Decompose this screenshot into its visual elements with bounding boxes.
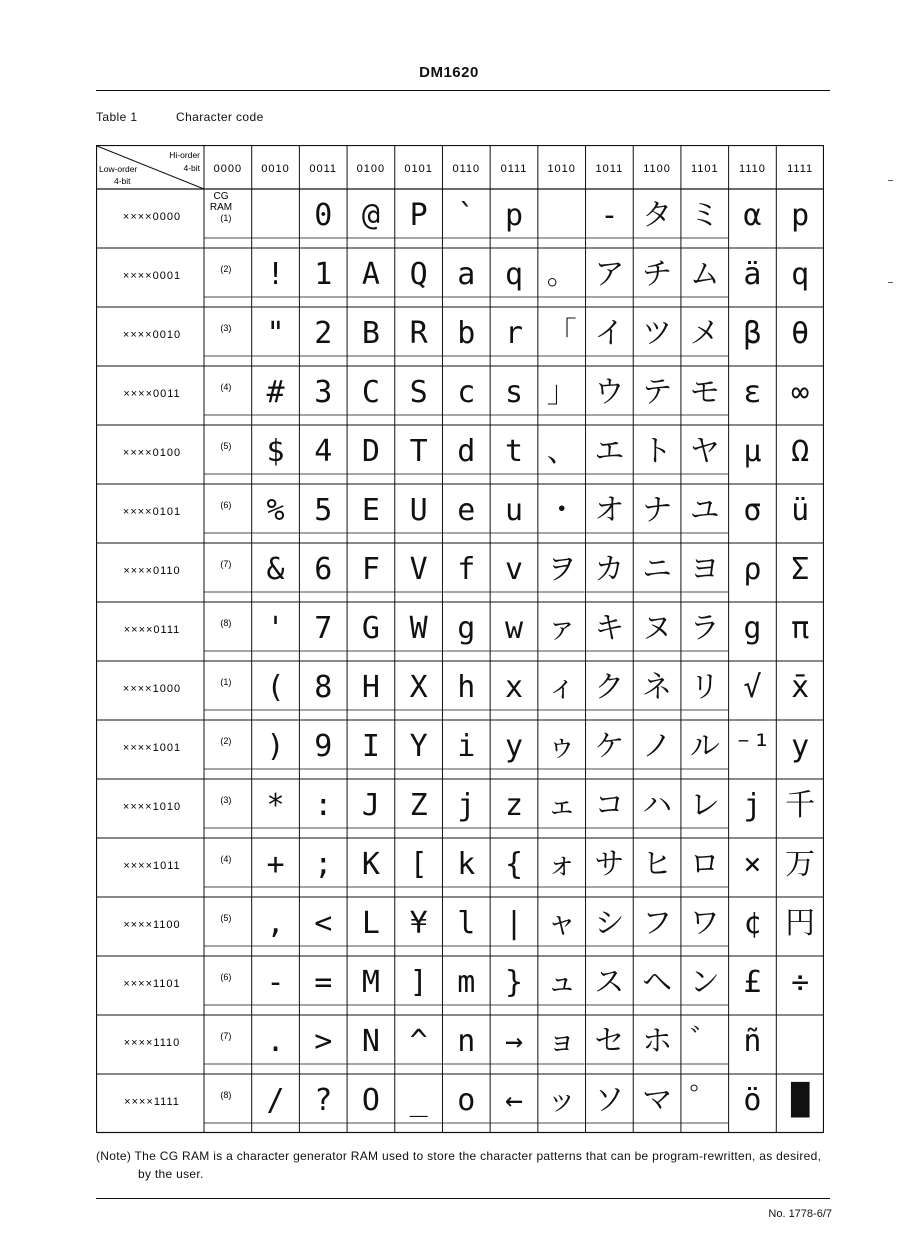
glyph-cell: ォ	[546, 847, 577, 882]
glyph-cell: S	[409, 375, 428, 410]
glyph-cell: *	[266, 788, 285, 823]
row-header: ××××0000	[122, 211, 182, 223]
glyph-cell: ρ	[743, 552, 762, 587]
cgram-header-line2: RAM	[209, 202, 233, 213]
cgram-label: (5)	[220, 913, 232, 923]
glyph-cell: 6	[314, 552, 333, 587]
glyph-cell: 1	[314, 257, 333, 292]
glyph-cell: ナ	[642, 493, 673, 528]
glyph-cell: y	[791, 729, 810, 764]
column-header: 1110	[739, 163, 766, 175]
glyph-cell: ヨ	[689, 552, 720, 587]
glyph-cell: σ	[743, 493, 762, 528]
glyph-cell: テ	[642, 375, 673, 410]
glyph-cell: ム	[689, 257, 720, 292]
glyph-cell: 2	[314, 316, 333, 351]
glyph-cell: %	[266, 493, 285, 528]
glyph-cell: x	[504, 670, 524, 705]
glyph-cells	[267, 198, 816, 1118]
column-header: 1111	[787, 163, 814, 175]
glyph-cell: (	[266, 670, 285, 705]
row-header: ××××1001	[122, 742, 182, 754]
column-header: 0011	[309, 163, 338, 175]
glyph-cell: 8	[314, 670, 333, 705]
glyph-cell: O	[361, 1083, 380, 1118]
glyph-cell: ∞	[791, 375, 810, 410]
glyph-cell: e	[457, 493, 476, 528]
glyph-cell: z	[504, 788, 524, 823]
cgram-label: (8)	[220, 618, 232, 628]
glyph-cell: コ	[594, 788, 625, 823]
glyph-cell: レ	[689, 788, 720, 823]
cgram-header-line1: CG	[213, 191, 229, 202]
glyph-cell: Y	[409, 729, 428, 764]
cgram-label: (4)	[220, 382, 232, 392]
glyph-cell: :	[314, 788, 333, 823]
column-header: 1100	[643, 163, 671, 175]
glyph-cell: ¥	[409, 906, 428, 941]
glyph-cell: g	[743, 611, 762, 646]
glyph-cell: メ	[689, 316, 720, 351]
row-header: ××××1111	[124, 1096, 180, 1108]
glyph-cell: モ	[689, 375, 720, 410]
glyph-cell: 7	[314, 611, 333, 646]
glyph-cell: [	[409, 847, 428, 882]
glyph-cell: カ	[594, 552, 625, 587]
glyph-cell: フ	[642, 906, 673, 941]
glyph-cell: g	[457, 611, 476, 646]
glyph-cell: ハ	[642, 788, 673, 823]
glyph-cell: A	[361, 257, 380, 292]
cgram-label: (7)	[220, 1031, 232, 1041]
column-header: 1010	[547, 163, 576, 175]
glyph-cell: £	[743, 965, 762, 1000]
header-corner	[97, 146, 204, 189]
glyph-cell: 3	[314, 375, 333, 410]
cgram-label: (8)	[220, 1090, 232, 1100]
table-caption	[96, 110, 264, 124]
glyph-cell: オ	[594, 493, 625, 528]
glyph-cell: ;	[314, 847, 333, 882]
glyph-cell: ク	[594, 670, 625, 705]
column-header: 1101	[690, 163, 719, 175]
corner-hi-bits: 4-bit	[183, 163, 200, 173]
glyph-cell: B	[361, 316, 380, 351]
glyph-cell: j	[743, 788, 762, 823]
glyph-cell: c	[457, 375, 476, 410]
glyph-cell: Σ	[791, 552, 810, 587]
glyph-cell: ホ	[642, 1024, 673, 1059]
glyph-cell: ロ	[689, 847, 720, 882]
glyph-cell: 千	[785, 788, 816, 823]
glyph-cell: X	[409, 670, 428, 705]
glyph-cell: ñ	[743, 1024, 762, 1059]
glyph-cell: ヘ	[642, 965, 673, 1000]
glyph-cell: ö	[743, 1083, 762, 1118]
glyph-cell: &	[266, 552, 285, 587]
glyph-cell: ス	[594, 965, 625, 1000]
glyph-cell: √	[743, 670, 762, 705]
glyph-cell: `	[457, 198, 476, 233]
glyph-cell: v	[504, 552, 524, 587]
glyph-cell: ツ	[642, 316, 673, 351]
glyph-cell: K	[361, 847, 380, 882]
column-header: 0000	[213, 163, 243, 175]
row-header: ××××0110	[123, 565, 181, 577]
glyph-cell: ゛	[689, 1024, 720, 1059]
row-headers	[123, 211, 181, 1108]
glyph-cell: ü	[791, 493, 810, 528]
glyph-cell: y	[504, 729, 524, 764]
cgram-label: (4)	[220, 854, 232, 864]
glyph-cell: ε	[743, 375, 762, 410]
glyph-cell: |	[504, 906, 524, 941]
glyph-cell: .	[266, 1024, 285, 1059]
glyph-cell: k	[457, 847, 476, 882]
glyph-cell: ト	[642, 434, 673, 469]
glyph-cell: p	[504, 198, 524, 233]
glyph-cell: 5	[314, 493, 333, 528]
glyph-cell: R	[409, 316, 428, 351]
glyph-cell: リ	[689, 670, 720, 705]
glyph-cell: -	[266, 965, 285, 1000]
row-header: ××××0001	[122, 270, 182, 282]
glyph-cell: チ	[642, 257, 673, 292]
glyph-cell: ア	[594, 257, 625, 292]
page-number: No. 1778-6/7	[768, 1208, 832, 1220]
glyph-cell: o	[457, 1083, 476, 1118]
glyph-cell: 4	[314, 434, 333, 469]
glyph-cell: >	[314, 1024, 333, 1059]
glyph-cell: →	[504, 1024, 524, 1059]
glyph-cell: 。	[546, 257, 577, 292]
glyph-cell: ユ	[689, 493, 720, 528]
glyph-cell: ル	[689, 729, 720, 764]
glyph-cell: ←	[504, 1083, 524, 1118]
glyph-cell: シ	[594, 906, 625, 941]
glyph-cell: β	[743, 316, 762, 351]
cgram-label: (6)	[220, 500, 232, 510]
glyph-cell: ・	[546, 493, 577, 528]
row-header: ××××0101	[122, 506, 182, 518]
glyph-cell: {	[504, 847, 524, 882]
row-header: ××××0010	[122, 329, 182, 341]
glyph-cell: _	[409, 1083, 428, 1118]
glyph-cell: E	[361, 493, 380, 528]
glyph-cell: @	[361, 198, 380, 233]
glyph-cell: ä	[743, 257, 762, 292]
glyph-cell: V	[409, 552, 428, 587]
glyph-cell: W	[409, 611, 428, 646]
table-number: Table 1	[96, 110, 138, 124]
glyph-cell: ⁻¹	[734, 729, 771, 764]
glyph-cell: ャ	[546, 906, 577, 941]
row-header: ××××1000	[122, 683, 182, 695]
cgram-label: (6)	[220, 972, 232, 982]
glyph-cell: D	[361, 434, 380, 469]
character-code-table	[96, 145, 824, 1135]
column-header: 0100	[356, 163, 386, 175]
glyph-cell: ×	[743, 847, 762, 882]
table-note	[96, 1147, 836, 1183]
glyph-cell: ェ	[546, 788, 577, 823]
glyph-cell: m	[457, 965, 476, 1000]
glyph-cell: ァ	[546, 611, 577, 646]
row-header: ××××1100	[123, 919, 181, 931]
glyph-cell: !	[266, 257, 285, 292]
glyph-cell: ィ	[546, 670, 577, 705]
glyph-cell: θ	[791, 316, 810, 351]
cgram-column	[210, 191, 232, 1100]
glyph-cell: █	[791, 1083, 810, 1118]
glyph-cell: U	[409, 493, 428, 528]
glyph-cell: ]	[409, 965, 428, 1000]
cgram-label: (2)	[220, 264, 232, 274]
glyph-cell: ?	[314, 1083, 333, 1118]
glyph-cell: マ	[642, 1083, 673, 1118]
cgram-label: (3)	[220, 323, 232, 333]
glyph-cell: ニ	[642, 552, 673, 587]
glyph-cell: ヤ	[689, 434, 720, 469]
glyph-cell: C	[361, 375, 380, 410]
row-header: ××××0111	[123, 624, 181, 636]
glyph-cell: u	[504, 493, 524, 528]
glyph-cell: Ω	[791, 434, 810, 469]
row-header: ××××1011	[123, 860, 181, 872]
glyph-cell: 0	[314, 198, 333, 233]
glyph-cell: 、	[546, 434, 577, 469]
glyph-cell: ュ	[546, 965, 577, 1000]
glyph-cell: μ	[743, 434, 762, 469]
glyph-cell: a	[457, 257, 476, 292]
glyph-cell: h	[457, 670, 476, 705]
cgram-label: (2)	[220, 736, 232, 746]
glyph-cell: タ	[642, 198, 673, 233]
glyph-cell: q	[791, 257, 810, 292]
row-header: ××××1010	[122, 801, 182, 813]
cgram-label: (5)	[220, 441, 232, 451]
glyph-cell: G	[361, 611, 380, 646]
row-header: ××××1101	[123, 978, 181, 990]
glyph-cell: i	[457, 729, 476, 764]
glyph-cell: ゥ	[546, 729, 577, 764]
glyph-cell: イ	[594, 316, 625, 351]
cgram-label: (1)	[220, 677, 232, 687]
glyph-cell: ョ	[546, 1024, 577, 1059]
title-rule	[96, 90, 830, 91]
note-text: (Note) The CG RAM is a character generator RAM used to store the character patterns that can be program-rewritten, as desired, by the user.	[96, 1149, 822, 1181]
glyph-cell: ノ	[642, 729, 673, 764]
glyph-cell: F	[361, 552, 380, 587]
glyph-cell: I	[361, 729, 380, 764]
column-header: 0010	[261, 163, 290, 175]
glyph-cell: π	[791, 611, 810, 646]
column-headers	[214, 163, 814, 175]
glyph-cell: "	[266, 316, 285, 351]
glyph-cell: l	[457, 906, 476, 941]
glyph-cell: ン	[689, 965, 720, 1000]
glyph-cell: r	[504, 316, 524, 351]
cgram-label: (7)	[220, 559, 232, 569]
glyph-cell: ヲ	[546, 552, 577, 587]
glyph-cell: ケ	[594, 729, 625, 764]
glyph-cell: キ	[594, 611, 625, 646]
row-header: ××××0011	[123, 388, 181, 400]
glyph-cell: 9	[314, 729, 333, 764]
footer-rule	[96, 1198, 830, 1199]
glyph-cell: #	[266, 375, 285, 410]
cgram-label: (3)	[220, 795, 232, 805]
glyph-cell: ^	[409, 1024, 428, 1059]
glyph-cell: Z	[409, 788, 428, 823]
glyph-cell: $	[266, 434, 285, 469]
glyph-cell: ミ	[689, 198, 720, 233]
corner-lo-bits: 4-bit	[114, 176, 131, 186]
column-header: 0110	[452, 163, 481, 175]
glyph-cell: 円	[785, 906, 816, 941]
cgram-label: (1)	[220, 213, 232, 223]
glyph-cell: '	[266, 611, 285, 646]
table-title: Character code	[176, 110, 264, 124]
glyph-cell: +	[266, 847, 285, 882]
glyph-cell: J	[361, 788, 380, 823]
document-title: DM1620	[419, 64, 479, 81]
glyph-cell: t	[504, 434, 524, 469]
glyph-cell: ソ	[594, 1083, 625, 1118]
glyph-cell: セ	[594, 1024, 625, 1059]
glyph-cell: Q	[409, 257, 428, 292]
glyph-cell: H	[361, 670, 380, 705]
corner-lo-label: Low-order	[99, 164, 138, 174]
glyph-cell: =	[314, 965, 333, 1000]
glyph-cell: <	[314, 906, 333, 941]
column-header: 0111	[500, 163, 528, 175]
glyph-cell: 「	[546, 316, 577, 351]
row-header: ××××1110	[123, 1037, 181, 1049]
glyph-cell: b	[457, 316, 476, 351]
glyph-cell: ヌ	[642, 611, 673, 646]
glyph-cell: s	[504, 375, 524, 410]
edge-mark	[888, 180, 893, 181]
glyph-cell: ヒ	[642, 847, 673, 882]
glyph-cell: )	[266, 729, 285, 764]
row-header: ××××0100	[122, 447, 182, 459]
glyph-cell: }	[504, 965, 524, 1000]
glyph-cell: d	[457, 434, 476, 469]
column-header: 1011	[595, 163, 624, 175]
glyph-cell: ゜	[689, 1083, 720, 1118]
glyph-cell: P	[409, 198, 428, 233]
corner-hi-label: Hi-order	[169, 150, 200, 160]
edge-mark	[888, 282, 893, 283]
glyph-cell: n	[457, 1024, 476, 1059]
glyph-cell: /	[266, 1083, 285, 1118]
glyph-cell: エ	[594, 434, 625, 469]
glyph-cell: ÷	[791, 965, 810, 1000]
glyph-cell: ,	[266, 906, 285, 941]
glyph-cell: M	[361, 965, 380, 1000]
glyph-cell: -	[600, 198, 619, 233]
glyph-cell: w	[504, 611, 524, 646]
glyph-cell: サ	[594, 847, 625, 882]
glyph-cell: f	[457, 552, 476, 587]
glyph-cell: x̄	[791, 670, 810, 705]
glyph-cell: ワ	[689, 906, 720, 941]
glyph-cell: 」	[546, 375, 577, 410]
column-header: 0101	[404, 163, 433, 175]
glyph-cell: L	[361, 906, 380, 941]
glyph-cell: α	[743, 198, 762, 233]
glyph-cell: p	[791, 198, 810, 233]
glyph-cell: ウ	[594, 375, 625, 410]
glyph-cell: ラ	[689, 611, 720, 646]
glyph-cell: q	[504, 257, 524, 292]
glyph-cell: ッ	[546, 1083, 577, 1118]
glyph-cell: j	[457, 788, 476, 823]
glyph-cell: T	[409, 434, 428, 469]
glyph-cell: 万	[785, 847, 816, 882]
glyph-cell: N	[361, 1024, 380, 1059]
glyph-cell: ¢	[743, 906, 762, 941]
glyph-cell: ネ	[642, 670, 673, 705]
